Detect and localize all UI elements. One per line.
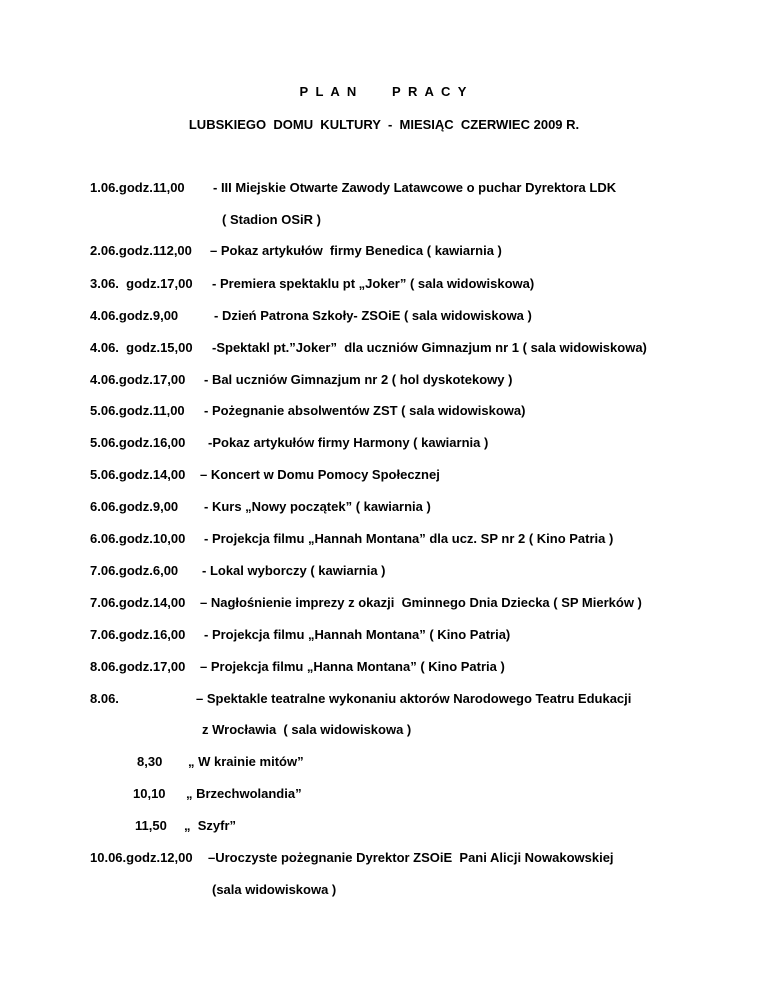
entry-date: 2.06.godz.112,00 [90, 243, 192, 258]
entry-text: - Lokal wyborczy ( kawiarnia ) [202, 563, 386, 578]
performance-title: „ Szyfr” [184, 818, 237, 833]
entry-date: 8.06. [90, 691, 119, 706]
performance-time: 11,50 [135, 818, 167, 833]
entry-continuation: ( Stadion OSiR ) [222, 212, 321, 227]
entry-date: 5.06.godz.14,00 [90, 467, 186, 482]
entry-text: – Projekcja filmu „Hanna Montana” ( Kino Patria ) [200, 659, 505, 674]
entry-date: 5.06.godz.11,00 [90, 403, 185, 418]
entry-date: 8.06.godz.17,00 [90, 659, 186, 674]
entry-date: 7.06.godz.14,00 [90, 595, 186, 610]
entry-text: –Uroczyste pożegnanie Dyrektor ZSOiE Pani Alicji Nowakowskiej [208, 850, 614, 865]
entry-text: - Premiera spektaklu pt „Joker” ( sala widowiskowa) [212, 276, 535, 291]
performance-title: „ Brzechwolandia” [186, 786, 302, 801]
entry-text: - Dzień Patrona Szkoły- ZSOiE ( sala widowiskowa ) [214, 308, 532, 323]
entry-date: 7.06.godz.6,00 [90, 563, 179, 578]
entry-text: - Projekcja filmu „Hannah Montana” ( Kino Patria) [204, 627, 511, 642]
entry-text: – Nagłośnienie imprezy z okazji Gminnego Dnia Dziecka ( SP Mierków ) [200, 595, 642, 610]
performance-title: „ W krainie mitów” [188, 754, 304, 769]
entry-text: -Pokaz artykułów firmy Harmony ( kawiarnia ) [208, 435, 489, 450]
performance-time: 10,10 [133, 786, 166, 801]
entry-date: 4.06. godz.15,00 [90, 340, 193, 355]
entry-text: – Pokaz artykułów firmy Benedica ( kawiarnia ) [210, 243, 502, 258]
entry-date: 7.06.godz.16,00 [90, 627, 186, 642]
entry-date: 3.06. godz.17,00 [90, 276, 193, 291]
entry-continuation: z Wrocławia ( sala widowiskowa ) [202, 722, 412, 737]
entry-continuation: (sala widowiskowa ) [212, 882, 337, 897]
entry-text: -Spektakl pt.”Joker” dla uczniów Gimnazjum nr 1 ( sala widowiskowa) [212, 340, 647, 355]
entry-date: 6.06.godz.9,00 [90, 499, 179, 514]
entry-date: 5.06.godz.16,00 [90, 435, 186, 450]
entry-text: - Pożegnanie absolwentów ZST ( sala widowiskowa) [204, 403, 526, 418]
entry-date: 10.06.godz.12,00 [90, 850, 193, 865]
entry-text: - III Miejskie Otwarte Zawody Latawcowe o puchar Dyrektora LDK [213, 180, 617, 195]
entry-text: – Koncert w Domu Pomocy Społecznej [200, 467, 440, 482]
performance-time: 8,30 [137, 754, 163, 769]
entry-text: - Kurs „Nowy początek” ( kawiarnia ) [204, 499, 431, 514]
entry-text: – Spektakle teatralne wykonaniu aktorów Narodowego Teatru Edukacji [196, 691, 632, 706]
entry-date: 6.06.godz.10,00 [90, 531, 186, 546]
entry-text: - Bal uczniów Gimnazjum nr 2 ( hol dyskotekowy ) [204, 372, 513, 387]
entry-date: 4.06.godz.9,00 [90, 308, 179, 323]
document-title: P L A N P R A C Y [299, 84, 469, 99]
entry-date: 1.06.godz.11,00 [90, 180, 185, 195]
entry-text: - Projekcja filmu „Hannah Montana” dla ucz. SP nr 2 ( Kino Patria ) [204, 531, 614, 546]
entry-date: 4.06.godz.17,00 [90, 372, 186, 387]
document-subtitle: LUBSKIEGO DOMU KULTURY - MIESIĄC CZERWIEC 2009 R. [188, 117, 580, 132]
